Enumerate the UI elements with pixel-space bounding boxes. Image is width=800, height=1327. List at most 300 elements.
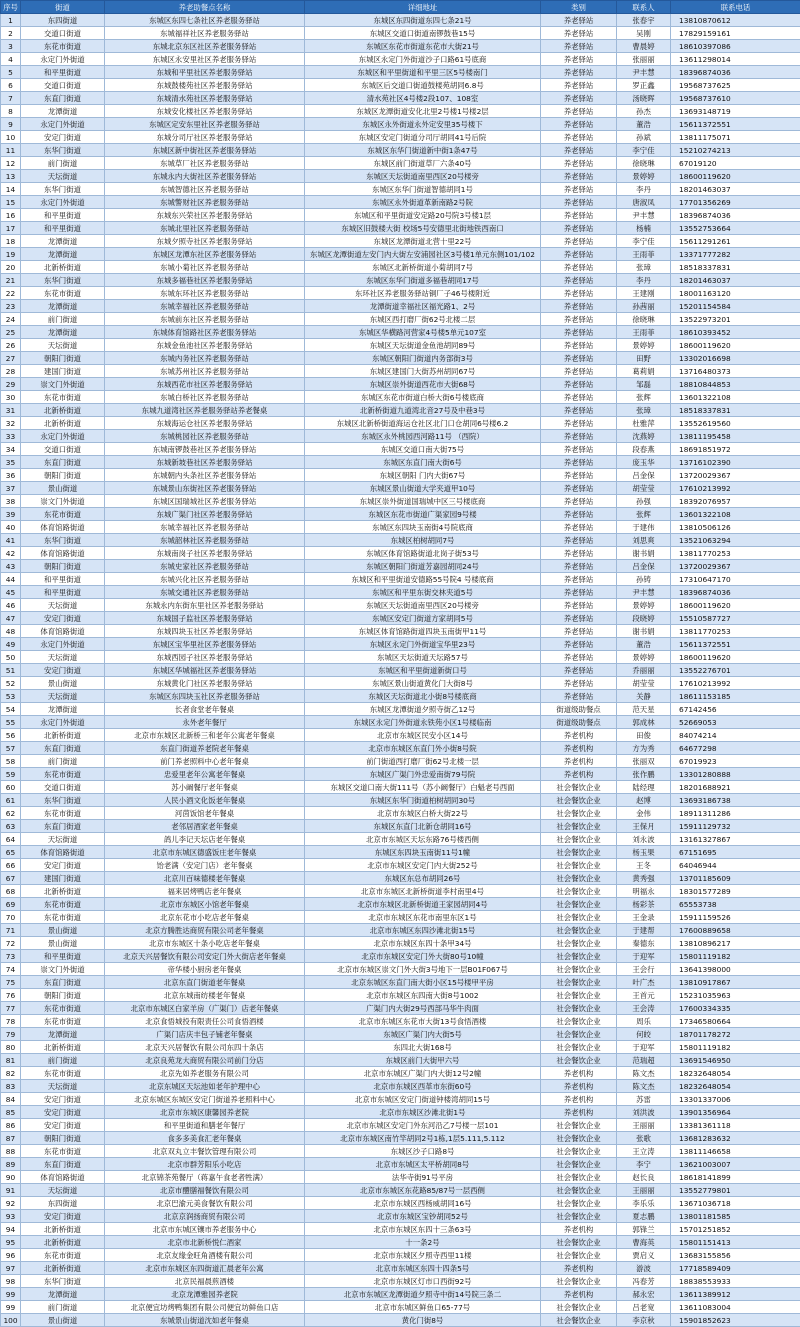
cell-contact: 王首元: [617, 989, 671, 1002]
cell-phone: 15201154584: [671, 300, 800, 313]
cell-street: 安定门街道: [21, 1119, 105, 1132]
cell-index: 44: [1, 573, 21, 586]
cell-street: 体育馆路街道: [21, 1171, 105, 1184]
cell-contact: 景婷婷: [617, 170, 671, 183]
cell-category: 养老驿站: [541, 638, 617, 651]
cell-index: 84: [1, 1093, 21, 1106]
cell-street: 东华门街道: [21, 534, 105, 547]
cell-phone: 18232648054: [671, 1067, 800, 1080]
cell-address: 北京市东城区广渠门内大街12号2幢: [305, 1067, 541, 1080]
table-row: [1, 677, 800, 690]
cell-category: 社会餐饮企业: [541, 807, 617, 820]
cell-name: 东城桃园社区养老服务驿站: [105, 430, 305, 443]
cell-contact: 徐晓琳: [617, 313, 671, 326]
cell-contact: 吕金保: [617, 560, 671, 573]
cell-phone: 18610397086: [671, 40, 800, 53]
table-row: [1, 235, 800, 248]
cell-category: 社会餐饮企业: [541, 820, 617, 833]
cell-address: 东城区体育馆路街道北岗子街53号: [305, 547, 541, 560]
cell-address: 东城区东花市街道广渠家园9号楼: [305, 508, 541, 521]
cell-index: 20: [1, 261, 21, 274]
cell-phone: 13522973201: [671, 313, 800, 326]
cell-phone: 13701185609: [671, 872, 800, 885]
cell-category: 社会餐饮企业: [541, 950, 617, 963]
cell-street: 北新桥街道: [21, 1041, 105, 1054]
cell-phone: 15911159526: [671, 911, 800, 924]
cell-address: 东城区华横路河营家4号楼5单元107室: [305, 326, 541, 339]
cell-street: 崇文门外街道: [21, 495, 105, 508]
cell-contact: 王丽丽: [617, 1184, 671, 1197]
cell-address: 北京市东城区灯市口西街92号: [305, 1275, 541, 1288]
cell-index: 5: [1, 66, 21, 79]
cell-street: 东花市街道: [21, 508, 105, 521]
cell-contact: 明福永: [617, 885, 671, 898]
cell-index: 16: [1, 209, 21, 222]
cell-phone: 17829159161: [671, 27, 800, 40]
cell-category: 社会餐饮企业: [541, 1119, 617, 1132]
cell-name: 东城广渠门社区养老服务驿站: [105, 508, 305, 521]
cell-address: 东城区东华门街道智德胡同1号: [305, 183, 541, 196]
cell-street: 东华门街道: [21, 144, 105, 157]
cell-address: 东城区东华门街道柏树胡同30号: [305, 794, 541, 807]
cell-category: 社会餐饮企业: [541, 1275, 617, 1288]
cell-phone: 18691851972: [671, 443, 800, 456]
cell-category: 养老驿站: [541, 27, 617, 40]
cell-address: 北新桥街道九道湾北音27号及中巷3号: [305, 404, 541, 417]
cell-name: 苏小阚餐厅老年餐桌: [105, 781, 305, 794]
cell-category: 养老驿站: [541, 677, 617, 690]
cell-index: 66: [1, 859, 21, 872]
cell-phone: 15231035963: [671, 989, 800, 1002]
cell-category: 社会餐饮企业: [541, 937, 617, 950]
cell-contact: 王保月: [617, 820, 671, 833]
cell-contact: 李丹: [617, 274, 671, 287]
cell-address: 东城区东四块玉南街4号院底商: [305, 521, 541, 534]
cell-index: 99: [1, 1301, 21, 1314]
cell-contact: 陈文杰: [617, 1080, 671, 1093]
cell-index: 42: [1, 547, 21, 560]
cell-name: 东城前东社区养老服务驿站: [105, 313, 305, 326]
cell-name: 北京东城区东城区安定门街道养老照料中心: [105, 1093, 305, 1106]
cell-contact: 游波: [617, 1262, 671, 1275]
header-row: [1, 1, 800, 14]
cell-street: 东四街道: [21, 14, 105, 27]
cell-address: 东城区崇外街道国瑞城中区三号楼底商: [305, 495, 541, 508]
table-row: [1, 53, 800, 66]
cell-phone: 18610393452: [671, 326, 800, 339]
cell-address: 东城区东四街道东四七条21号: [305, 14, 541, 27]
cell-address: 广渠门内大街29号西部马华牛肉面: [305, 1002, 541, 1015]
cell-contact: 王会涛: [617, 1002, 671, 1015]
cell-category: 社会餐饮企业: [541, 846, 617, 859]
cell-name: 广渠门店庆丰包子铺老年餐桌: [105, 1028, 305, 1041]
cell-contact: 谢书娟: [617, 625, 671, 638]
table-row: [1, 222, 800, 235]
cell-category: 养老驿站: [541, 14, 617, 27]
table-row: [1, 1314, 800, 1327]
cell-category: 养老驿站: [541, 547, 617, 560]
cell-category: 养老驿站: [541, 40, 617, 53]
cell-contact: 景婷婷: [617, 651, 671, 664]
table-row: [1, 703, 800, 716]
cell-index: 13: [1, 170, 21, 183]
cell-name: 东城区宝华里社区养老服务驿站: [105, 638, 305, 651]
table-row: [1, 508, 800, 521]
table-row: [1, 716, 800, 729]
cell-name: 东城福祥社区养老服务驿站: [105, 27, 305, 40]
cell-address: 东城区安定门街道方家胡同5号: [305, 612, 541, 625]
cell-address: 北京市东城区东花路85/87号一层西侧: [305, 1184, 541, 1197]
cell-index: 63: [1, 820, 21, 833]
cell-category: 社会餐饮企业: [541, 781, 617, 794]
cell-contact: 于迎军: [617, 1041, 671, 1054]
cell-contact: 尹丰慧: [617, 66, 671, 79]
cell-index: 92: [1, 1197, 21, 1210]
cell-address: 东城区景山街道黄化门大街8号: [305, 677, 541, 690]
table-row: [1, 1002, 800, 1015]
cell-contact: 张丽双: [617, 755, 671, 768]
cell-name: 东城草厂社区养老服务驿站: [105, 157, 305, 170]
cell-category: 养老驿站: [541, 404, 617, 417]
cell-index: 7: [1, 92, 21, 105]
cell-phone: 67019923: [671, 755, 800, 768]
cell-phone: 13720029367: [671, 560, 800, 573]
cell-name: 东城白桥社区养老服务驿站: [105, 391, 305, 404]
cell-index: 30: [1, 391, 21, 404]
cell-street: 朝阳门街道: [21, 469, 105, 482]
cell-name: 东城南岗子社区养老服务驿站: [105, 547, 305, 560]
cell-index: 11: [1, 144, 21, 157]
cell-index: 1: [1, 14, 21, 27]
cell-index: 56: [1, 729, 21, 742]
cell-phone: 19568737625: [671, 79, 800, 92]
table-row: [1, 1106, 800, 1119]
cell-contact: 段晓婷: [617, 612, 671, 625]
cell-contact: 李宁佳: [617, 144, 671, 157]
cell-index: 27: [1, 352, 21, 365]
cell-street: 景山街道: [21, 1314, 105, 1327]
cell-category: 养老驿站: [541, 352, 617, 365]
cell-address: 黄化门街8号: [305, 1314, 541, 1327]
cell-address: 东城区东花市街道白桥大街6号楼底商: [305, 391, 541, 404]
table-row: [1, 781, 800, 794]
cell-contact: 范瑞超: [617, 1054, 671, 1067]
cell-phone: 13552276701: [671, 664, 800, 677]
cell-name: 北京东直门街道老年餐桌: [105, 976, 305, 989]
cell-category: 养老驿站: [541, 105, 617, 118]
cell-phone: 17718589409: [671, 1262, 800, 1275]
cell-street: 永定门外街道: [21, 53, 105, 66]
cell-street: 东四街道: [21, 1197, 105, 1210]
table-row: [1, 664, 800, 677]
cell-category: 养老驿站: [541, 625, 617, 638]
cell-phone: 15611372551: [671, 118, 800, 131]
table-row: [1, 79, 800, 92]
cell-category: 养老驿站: [541, 586, 617, 599]
cell-name: 人民小酒文化饭老年餐桌: [105, 794, 305, 807]
cell-category: 社会餐饮企业: [541, 1054, 617, 1067]
cell-index: 83: [1, 1080, 21, 1093]
cell-phone: 18611153185: [671, 690, 800, 703]
cell-name: 北京川百味德楼老年餐桌: [105, 872, 305, 885]
cell-name: 北京东城南纺楼老年餐桌: [105, 989, 305, 1002]
table-row: [1, 560, 800, 573]
table-row: [1, 417, 800, 430]
cell-phone: 13801181585: [671, 1210, 800, 1223]
cell-phone: 13811770253: [671, 547, 800, 560]
cell-index: 35: [1, 456, 21, 469]
cell-name: 和平里街道和膳老年餐厅: [105, 1119, 305, 1132]
cell-street: 安定门街道: [21, 1210, 105, 1223]
cell-category: 社会餐饮企业: [541, 1184, 617, 1197]
cell-contact: 田俊: [617, 729, 671, 742]
cell-phone: 18201463037: [671, 274, 800, 287]
cell-phone: 17610213992: [671, 677, 800, 690]
cell-phone: 17610213992: [671, 482, 800, 495]
cell-street: 龙潭街道: [21, 248, 105, 261]
table-row: [1, 1171, 800, 1184]
cell-phone: 18232648054: [671, 1080, 800, 1093]
cell-category: 养老驿站: [541, 378, 617, 391]
cell-street: 安定门街道: [21, 1106, 105, 1119]
cell-name: 北京市东城区十条小吃店老年餐桌: [105, 937, 305, 950]
cell-category: 社会餐饮企业: [541, 1015, 617, 1028]
cell-index: 54: [1, 703, 21, 716]
table-row: [1, 742, 800, 755]
cell-street: 景山街道: [21, 937, 105, 950]
cell-index: 75: [1, 976, 21, 989]
cell-address: 东城区西打磨厂街62号北楼二层: [305, 313, 541, 326]
cell-street: 朝阳门街道: [21, 560, 105, 573]
table-row: [1, 1054, 800, 1067]
cell-index: 24: [1, 313, 21, 326]
cell-index: 58: [1, 755, 21, 768]
cell-street: 永定门外街道: [21, 716, 105, 729]
cell-street: 和平里街道: [21, 209, 105, 222]
table-row: [1, 859, 800, 872]
cell-index: 14: [1, 183, 21, 196]
cell-street: 崇文门外街道: [21, 378, 105, 391]
cell-address: 东城区沙子口路8号: [305, 1145, 541, 1158]
cell-category: 养老机构: [541, 1067, 617, 1080]
cell-category: 社会餐饮企业: [541, 1171, 617, 1184]
table-row: [1, 1158, 800, 1171]
cell-name: 北京东城区天坛池如老年护理中心: [105, 1080, 305, 1093]
cell-category: 养老驿站: [541, 170, 617, 183]
cell-category: 社会餐饮企业: [541, 872, 617, 885]
cell-category: 社会餐饮企业: [541, 1314, 617, 1327]
cell-contact: 曹海英: [617, 1236, 671, 1249]
cell-address: 北京市东城区东花市南里东区1号: [305, 911, 541, 924]
table-row: [1, 1288, 800, 1301]
cell-address: 东城区崇外街道西花市大街68号: [305, 378, 541, 391]
cell-street: 东华门街道: [21, 183, 105, 196]
cell-street: 北新桥街道: [21, 1236, 105, 1249]
table-row: [1, 638, 800, 651]
cell-address: 北京市东城区安定门外大街80号10幢: [305, 950, 541, 963]
cell-contact: 孙茜丽: [617, 300, 671, 313]
cell-contact: 沈燕婷: [617, 430, 671, 443]
table-row: [1, 729, 800, 742]
cell-phone: 84074214: [671, 729, 800, 742]
cell-address: 东城区永定门外街道沙子口路61号底商: [305, 53, 541, 66]
cell-name: 北京锦茶苑餐厅（蒋嘉午食老者牲满）: [105, 1171, 305, 1184]
cell-category: 社会餐饮企业: [541, 1041, 617, 1054]
cell-address: 东城区后交道口街道鼓楼苑胡同6.8号: [305, 79, 541, 92]
cell-index: 61: [1, 794, 21, 807]
cell-street: 天坛街道: [21, 690, 105, 703]
cell-address: 北京市东城区安定门街道钟楼湾胡同15号: [305, 1093, 541, 1106]
cell-street: 东直门街道: [21, 456, 105, 469]
cell-phone: 13810870612: [671, 14, 800, 27]
cell-category: 社会餐饮企业: [541, 833, 617, 846]
cell-street: 东直门街道: [21, 1158, 105, 1171]
cell-name: 东城北里社区养老服务驿站: [105, 222, 305, 235]
cell-index: 99: [1, 1288, 21, 1301]
cell-category: 养老驿站: [541, 300, 617, 313]
cell-phone: 17600334335: [671, 1002, 800, 1015]
cell-index: 18: [1, 235, 21, 248]
cell-name: 北京友缘金旺角酒楼有限公司: [105, 1249, 305, 1262]
table-row: [1, 1145, 800, 1158]
cell-contact: 景婷婷: [617, 599, 671, 612]
cell-phone: 15901852623: [671, 1314, 800, 1327]
cell-phone: 13683155856: [671, 1249, 800, 1262]
cell-address: 北京市东城区安定门内大街252号: [305, 859, 541, 872]
table-row: [1, 274, 800, 287]
cell-contact: 冯春芳: [617, 1275, 671, 1288]
cell-phone: 13611298014: [671, 53, 800, 66]
cell-phone: 18396874036: [671, 209, 800, 222]
table-row: [1, 820, 800, 833]
cell-category: 社会餐饮企业: [541, 898, 617, 911]
cell-address: 北京市东城区东四南大街8号1002: [305, 989, 541, 1002]
cell-phone: 15911129732: [671, 820, 800, 833]
cell-category: 社会餐饮企业: [541, 1301, 617, 1314]
cell-category: 养老驿站: [541, 417, 617, 430]
cell-category: 社会餐饮企业: [541, 859, 617, 872]
cell-phone: 13716480373: [671, 365, 800, 378]
cell-index: 68: [1, 885, 21, 898]
cell-contact: 郝永宏: [617, 1288, 671, 1301]
cell-name: 东城幸福社区养老服务驿站: [105, 300, 305, 313]
cell-index: 78: [1, 1015, 21, 1028]
table-row: [1, 1067, 800, 1080]
cell-address: 北京市东城区龙潭街道夕照寺中街14号院三条二: [305, 1288, 541, 1301]
cell-category: 社会餐饮企业: [541, 963, 617, 976]
cell-street: 安定门街道: [21, 1093, 105, 1106]
cell-category: 养老驿站: [541, 430, 617, 443]
cell-index: 3: [1, 40, 21, 53]
cell-index: 8: [1, 105, 21, 118]
cell-name: 北京市东城区德盛饭庄老年餐桌: [105, 846, 305, 859]
cell-phone: 18301577289: [671, 885, 800, 898]
cell-name: 北京双丸立丰餐饮管理有限公司: [105, 1145, 305, 1158]
cell-category: 养老机构: [541, 1288, 617, 1301]
table-row: [1, 937, 800, 950]
cell-phone: 13621003007: [671, 1158, 800, 1171]
cell-address: 北京市东城区民安小区14号: [305, 729, 541, 742]
table-row: [1, 1210, 800, 1223]
cell-contact: 夏志鹏: [617, 1210, 671, 1223]
cell-contact: 何皎: [617, 1028, 671, 1041]
cell-contact: 王丽丽: [617, 1119, 671, 1132]
cell-contact: 李丹: [617, 183, 671, 196]
cell-address: 清水苑社区4号楼2段107、108室: [305, 92, 541, 105]
cell-index: 73: [1, 950, 21, 963]
cell-category: 养老机构: [541, 755, 617, 768]
cell-category: 养老驿站: [541, 534, 617, 547]
cell-address: 东城区交道口南大街111号（苏小阚餐厅）白魁老号西面: [305, 781, 541, 794]
cell-index: 100: [1, 1314, 21, 1327]
cell-contact: 孙斌: [617, 131, 671, 144]
cell-phone: 18600119620: [671, 651, 800, 664]
cell-index: 29: [1, 378, 21, 391]
cell-contact: 李京秋: [617, 1314, 671, 1327]
cell-phone: 15801119182: [671, 950, 800, 963]
cell-category: 养老驿站: [541, 443, 617, 456]
cell-index: 67: [1, 872, 21, 885]
cell-phone: 67019120: [671, 157, 800, 170]
cell-name: 前门养老照料中心老年餐桌: [105, 755, 305, 768]
cell-address: 东城区体育馆路街道四块玉南街甲11号: [305, 625, 541, 638]
cell-contact: 于迎军: [617, 950, 671, 963]
cell-phone: 18201688921: [671, 781, 800, 794]
cell-category: 社会餐饮企业: [541, 924, 617, 937]
cell-category: 养老驿站: [541, 456, 617, 469]
cell-name: 北京巴渝元美食餐饮有限公司: [105, 1197, 305, 1210]
cell-street: 东花市街道: [21, 898, 105, 911]
cell-name: 北京市群芳阳乐小吃店: [105, 1158, 305, 1171]
cell-street: 前门街道: [21, 1301, 105, 1314]
cell-contact: 张璋: [617, 404, 671, 417]
cell-phone: 18810844853: [671, 378, 800, 391]
cell-phone: 13371777282: [671, 248, 800, 261]
cell-address: 东城区永外街道永外定安里35号楼下: [305, 118, 541, 131]
cell-phone: 15701251852: [671, 1223, 800, 1236]
cell-address: 东城区永定门外街道宝华里23号: [305, 638, 541, 651]
cell-category: 养老驿站: [541, 482, 617, 495]
table-row: [1, 1015, 800, 1028]
cell-phone: 13601322108: [671, 508, 800, 521]
cell-address: 东城区建国门大街苏州胡同67号: [305, 365, 541, 378]
cell-address: 东城区东华门街道多福巷胡同17号: [305, 274, 541, 287]
cell-index: 89: [1, 1158, 21, 1171]
cell-phone: 13552619560: [671, 417, 800, 430]
cell-contact: 贾启义: [617, 1249, 671, 1262]
cell-address: 北京市东城区崇文门外大街3号地下一层B01F067号: [305, 963, 541, 976]
cell-name: 东城区定安东里社区养老服务驿站: [105, 118, 305, 131]
cell-index: 64: [1, 833, 21, 846]
cell-category: 社会餐饮企业: [541, 1197, 617, 1210]
table-row: [1, 1197, 800, 1210]
cell-phone: 18396874036: [671, 66, 800, 79]
cell-street: 东华门街道: [21, 274, 105, 287]
cell-phone: 18838553933: [671, 1275, 800, 1288]
cell-category: 社会餐饮企业: [541, 1249, 617, 1262]
cell-index: 43: [1, 560, 21, 573]
cell-address: 北京市东城区西革市东街60号: [305, 1080, 541, 1093]
cell-index: 81: [1, 1054, 21, 1067]
cell-contact: 胡莹莹: [617, 677, 671, 690]
cell-street: 龙潭街道: [21, 1288, 105, 1301]
cell-contact: 孙铸: [617, 573, 671, 586]
col-header-category: 类别: [541, 1, 617, 14]
cell-name: 北京市东城区白家羊房（广渠门）店老年餐桌: [105, 1002, 305, 1015]
cell-name: 北京方腾胜达商贸有限公司老年餐桌: [105, 924, 305, 937]
cell-phone: 15801119182: [671, 1041, 800, 1054]
cell-name: 饴老满（安定门店）老年餐桌: [105, 859, 305, 872]
